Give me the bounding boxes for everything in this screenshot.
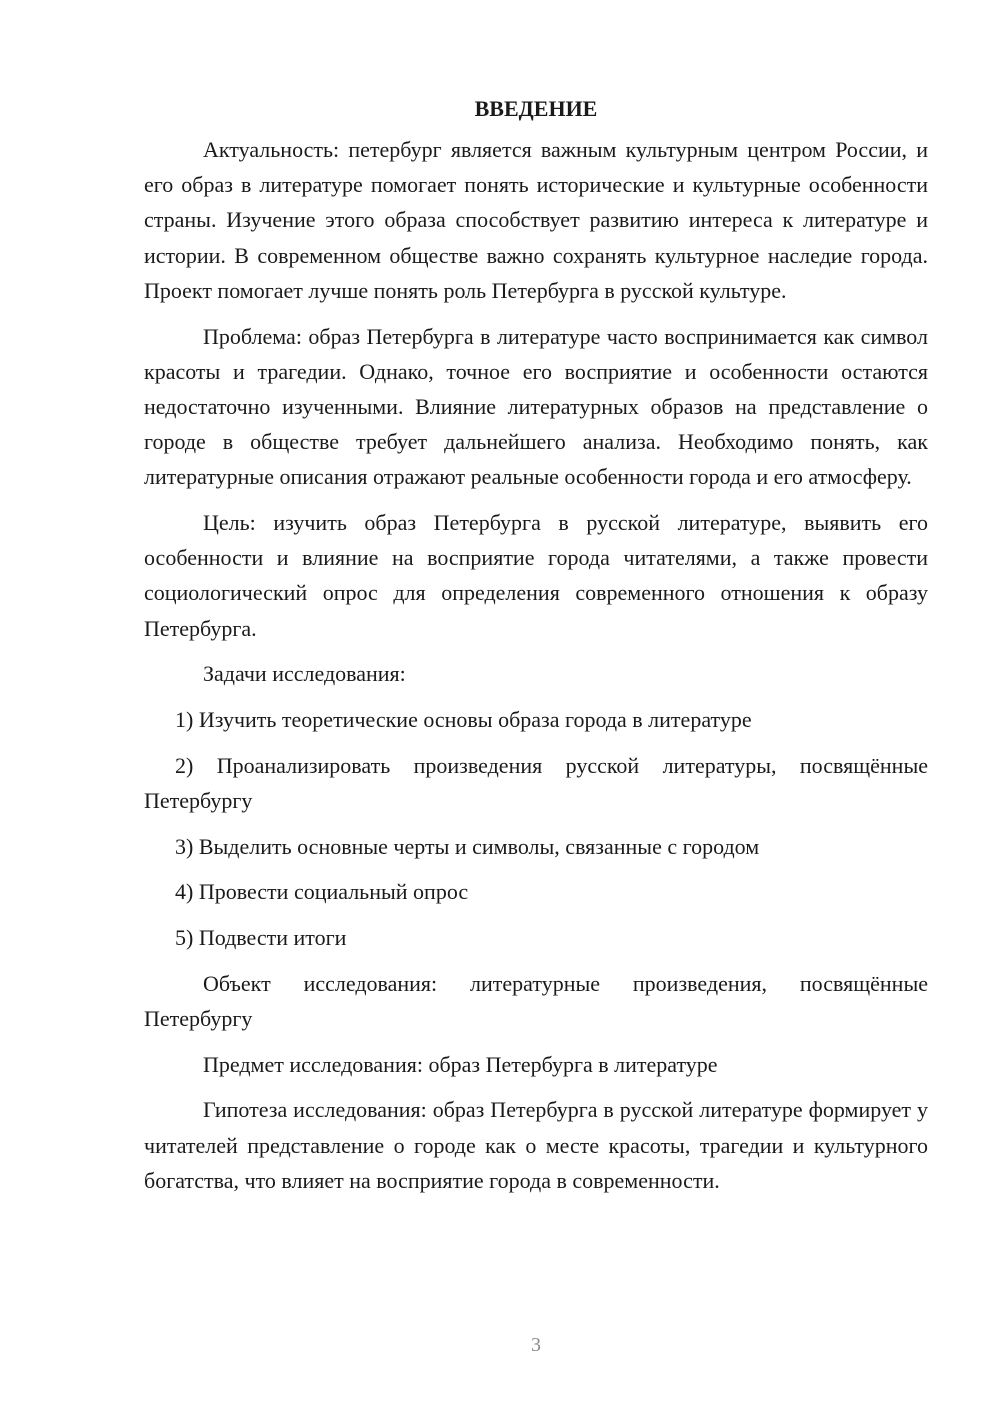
object-paragraph: Объект исследования: литературные произведения, посвящённые Петербургу [144, 970, 928, 1031]
problem-paragraph: Проблема: образ Петербурга в литературе часто воспринимается как символ красоты и трагедии. Однако, точное его восприятие и особенности остаются недостаточно изученными. Влияние литературных образов на представление о городе в обществе требует дальнейшего анализа. Необходимо понять, как литературные описания отражают реальные особенности города и его атмосферу. [144, 323, 928, 490]
hypothesis-paragraph: Гипотеза исследования: образ Петербурга в русской литературе формирует у читателей представление о городе как о месте красоты, трагедии и культурного богатства, что влияет на восприятие города в современности. [144, 1097, 928, 1193]
task-item-5: 5) Подвести итоги [175, 925, 347, 951]
subject-paragraph: Предмет исследования: образ Петербурга в литературе [203, 1051, 718, 1077]
page-title: ВВЕДЕНИЕ [474, 96, 598, 121]
relevance-paragraph: Актуальность: петербург является важным культурным центром России, и его образ в литературе помогает понять исторические и культурные особенности страны. Изучение этого образа способствует развитию интереса к литературе и истории. В современном обществе важно сохранять культурное наследие города. Проект помогает лучше понять роль Петербурга в русской культуре. [144, 137, 928, 303]
document-page [144, 92, 928, 1208]
task-item-4: 4) Провести социальный опрос [175, 879, 469, 905]
task-item-2: 2) Проанализировать произведения русской литературы, посвящённые Петербургу [144, 752, 928, 813]
tasks-heading: Задачи исследования: [203, 661, 406, 687]
task-item-3: 3) Выделить основные черты и символы, связанные с городом [175, 833, 760, 859]
page-number: 3 [531, 1334, 541, 1356]
goal-paragraph: Цель: изучить образ Петербурга в русской литературе, выявить его особенности и влияние на восприятие города читателями, а также провести социологический опрос для определения современного отношения к образу Петербурга. [144, 510, 928, 641]
task-item-1: 1) Изучить теоретические основы образа города в литературе [175, 707, 752, 733]
